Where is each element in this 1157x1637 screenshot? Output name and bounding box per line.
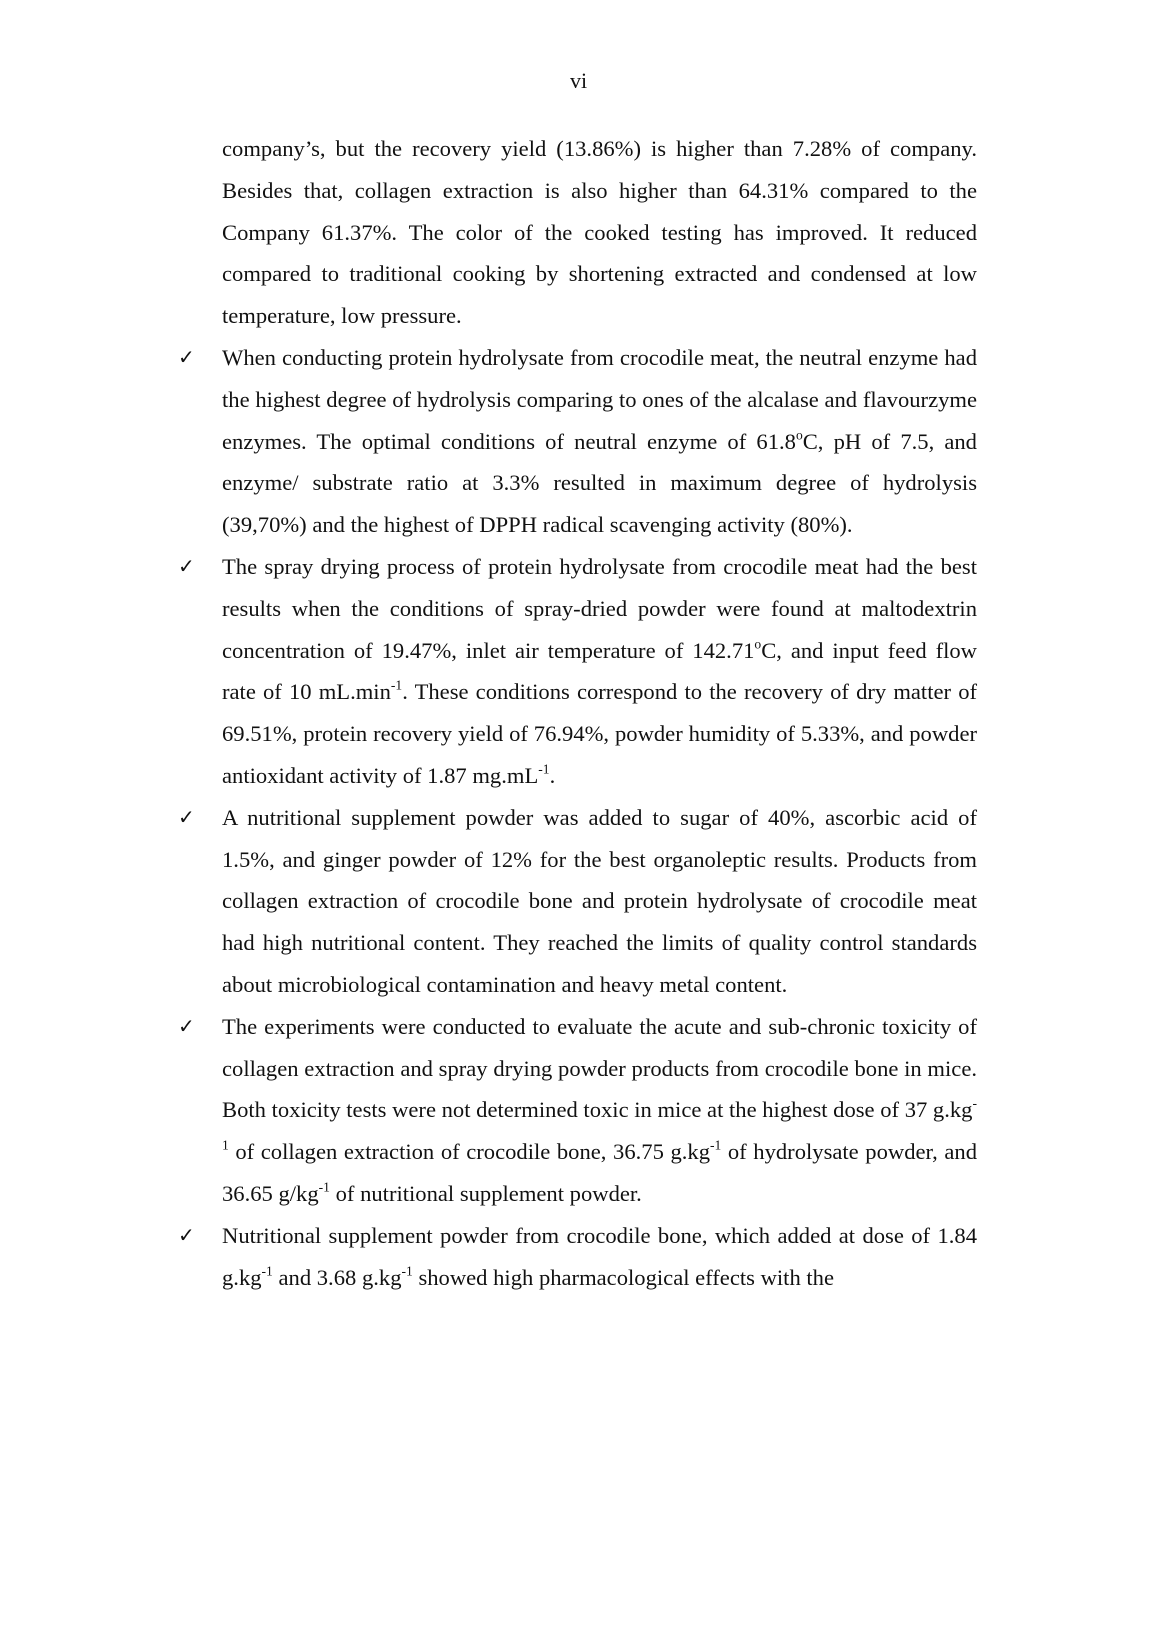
checklist-item-text: Nutritional supplement powder from crocodile bone, which added at dose of 1.84 $g.kg^{-1}$ and 3.68 $g.kg^{-1}$ showed high pharmacological effects with the <box>222 1222 977 1290</box>
checklist-item <box>178 546 978 797</box>
checklist-item <box>178 337 977 546</box>
checklist-item-text: A nutritional supplement powder was added to sugar of 40%, ascorbic acid of 1.5%, and ginger powder of 12% for the best organoleptic results. Products from collagen extraction of crocodile bone and protein hydrolysate of crocodile meat had high nutritional content. They reached the limits of quality control standards about microbiological contamination and heavy metal content. <box>222 804 977 997</box>
page-body <box>178 128 978 1298</box>
checkmark-icon: ✓ <box>178 1222 195 1247</box>
checkmark-icon: ✓ <box>178 344 195 369</box>
checklist-item <box>178 797 977 1006</box>
page-number: vi <box>569 68 588 93</box>
checklist-item <box>178 1215 977 1299</box>
checkmark-icon: ✓ <box>178 804 195 829</box>
results-checklist <box>178 337 978 1298</box>
checklist-item <box>178 1006 978 1215</box>
checkmark-icon: ✓ <box>178 1013 195 1038</box>
checklist-item-text: The spray drying process of protein hydrolysate from crocodile meat had the best results when the conditions of spray-dried powder were found at maltodextrin concentration of 19.47%, inlet air temperature of 142.71$^o$C, and input feed flow rate of 10 $mL.\min^{-1}$. These conditions correspond to the recovery of dry matter of 69.51%, protein recovery yield of 76.94%, powder humidity of 5.33%, and powder antioxidant activity of 1.87 $mg.mL^{-1}$. <box>222 553 978 788</box>
checkmark-icon: ✓ <box>178 553 195 578</box>
intro-paragraph: company’s, but the recovery yield (13.86%) is higher than 7.28% of company. Besides that, collagen extraction is also higher than 64.31% compared to the Company 61.37%. The color of the cooked testing has improved. It reduced compared to traditional cooking by shortening extracted and condensed at low temperature, low pressure. <box>222 136 977 329</box>
checklist-item-text: When conducting protein hydrolysate from crocodile meat, the neutral enzyme had the highest degree of hydrolysis comparing to ones of the alcalase and flavourzyme enzymes. The optimal conditions of neutral enzyme of 61.8$^o$C, pH of 7.5, and enzyme/ substrate ratio at 3.3% resulted in maximum degree of hydrolysis (39,70%) and the highest of DPPH radical scavenging activity (80%). <box>222 344 977 538</box>
checklist-item-text: The experiments were conducted to evaluate the acute and sub-chronic toxicity of collagen extraction and spray drying powder products from crocodile bone in mice. Both toxicity tests were not determined toxic in mice at the highest dose of 37 $g.kg^{-1}$ of collagen extraction of crocodile bone, 36.75 $g.kg^{-1}$ of hydrolysate powder, and 36.65 $g/kg^{-1}$ of nutritional supplement powder. <box>222 1013 978 1206</box>
